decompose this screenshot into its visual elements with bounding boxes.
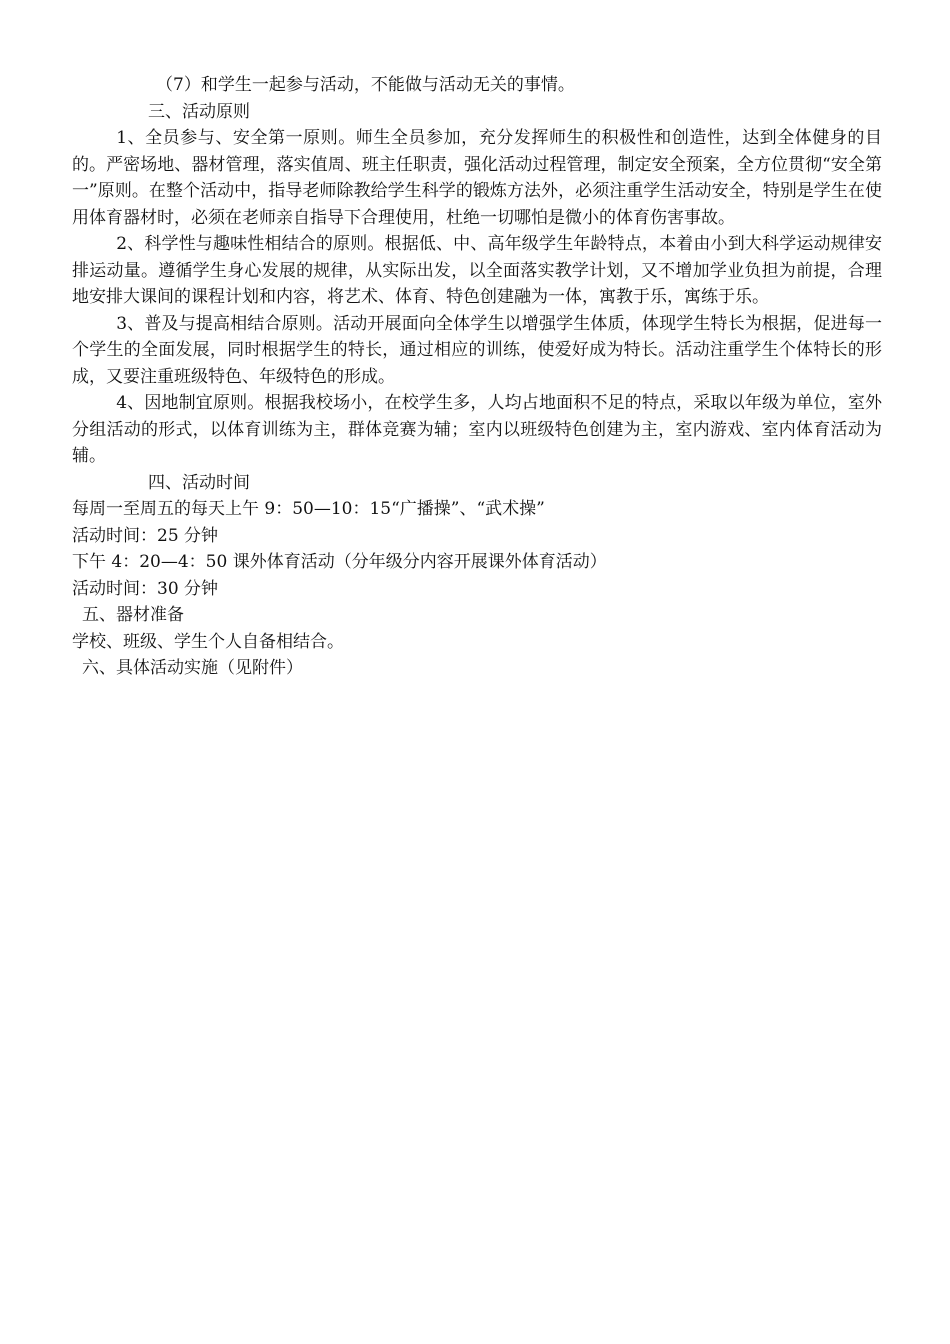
principle-2-paragraph: 2、科学性与趣味性相结合的原则。根据低、中、高年级学生年龄特点，本着由小到大科学运动规律安排运动量。遵循学生身心发展的规律，从实际出发，以全面落实教学计划，又不增加学业负担为前提，合理地安排大课间的课程计划和内容，将艺术、体育、特色创建融为一体，寓教于乐，寓练于乐。 [72, 234, 882, 307]
equipment-text: 学校、班级、学生个人自备相结合。 [72, 631, 344, 652]
afternoon-duration: 活动时间：30 分钟 [72, 578, 219, 599]
afternoon-schedule: 下午 4：20—4：50 课外体育活动（分年级分内容开展课外体育活动） [72, 552, 607, 572]
item-7-text: （7）和学生一起参与活动，不能做与活动无关的事情。 [156, 75, 575, 95]
section-4-heading: 四、活动时间 [148, 472, 250, 493]
document-page [72, 72, 882, 682]
morning-duration: 活动时间：25 分钟 [72, 525, 219, 546]
principle-1-paragraph: 1、全员参与、安全第一原则。师生全员参加，充分发挥师生的积极性和创造性，达到全体健身的目的。严密场地、器材管理，落实值周、班主任职责，强化活动过程管理，制定安全预案，全方位贯彻“安全第一”原则。在整个活动中，指导老师除教给学生科学的锻炼方法外，必须注重学生活动安全，特别是学生在使用体育器材时，必须在老师亲自指导下合理使用，杜绝一切哪怕是微小的体育伤害事故。 [72, 128, 882, 228]
morning-schedule: 每周一至周五的每天上午 9：50—10：15“广播操”、“武术操” [72, 499, 545, 519]
principle-4-paragraph: 4、因地制宜原则。根据我校场小，在校学生多，人均占地面积不足的特点，采取以年级为单位，室外分组活动的形式，以体育训练为主，群体竞赛为辅；室内以班级特色创建为主，室内游戏、室内体育活动为辅。 [72, 393, 882, 466]
section-3-heading: 三、活动原则 [148, 101, 250, 122]
section-5-heading: 五、器材准备 [82, 605, 184, 625]
section-6-heading: 六、具体活动实施（见附件） [82, 658, 303, 678]
principle-3-paragraph: 3、普及与提高相结合原则。活动开展面向全体学生以增强学生体质，体现学生特长为根据，促进每一个学生的全面发展，同时根据学生的特长，通过相应的训练，使爱好成为特长。活动注重学生个体特长的形成，又要注重班级特色、年级特色的形成。 [72, 313, 882, 387]
